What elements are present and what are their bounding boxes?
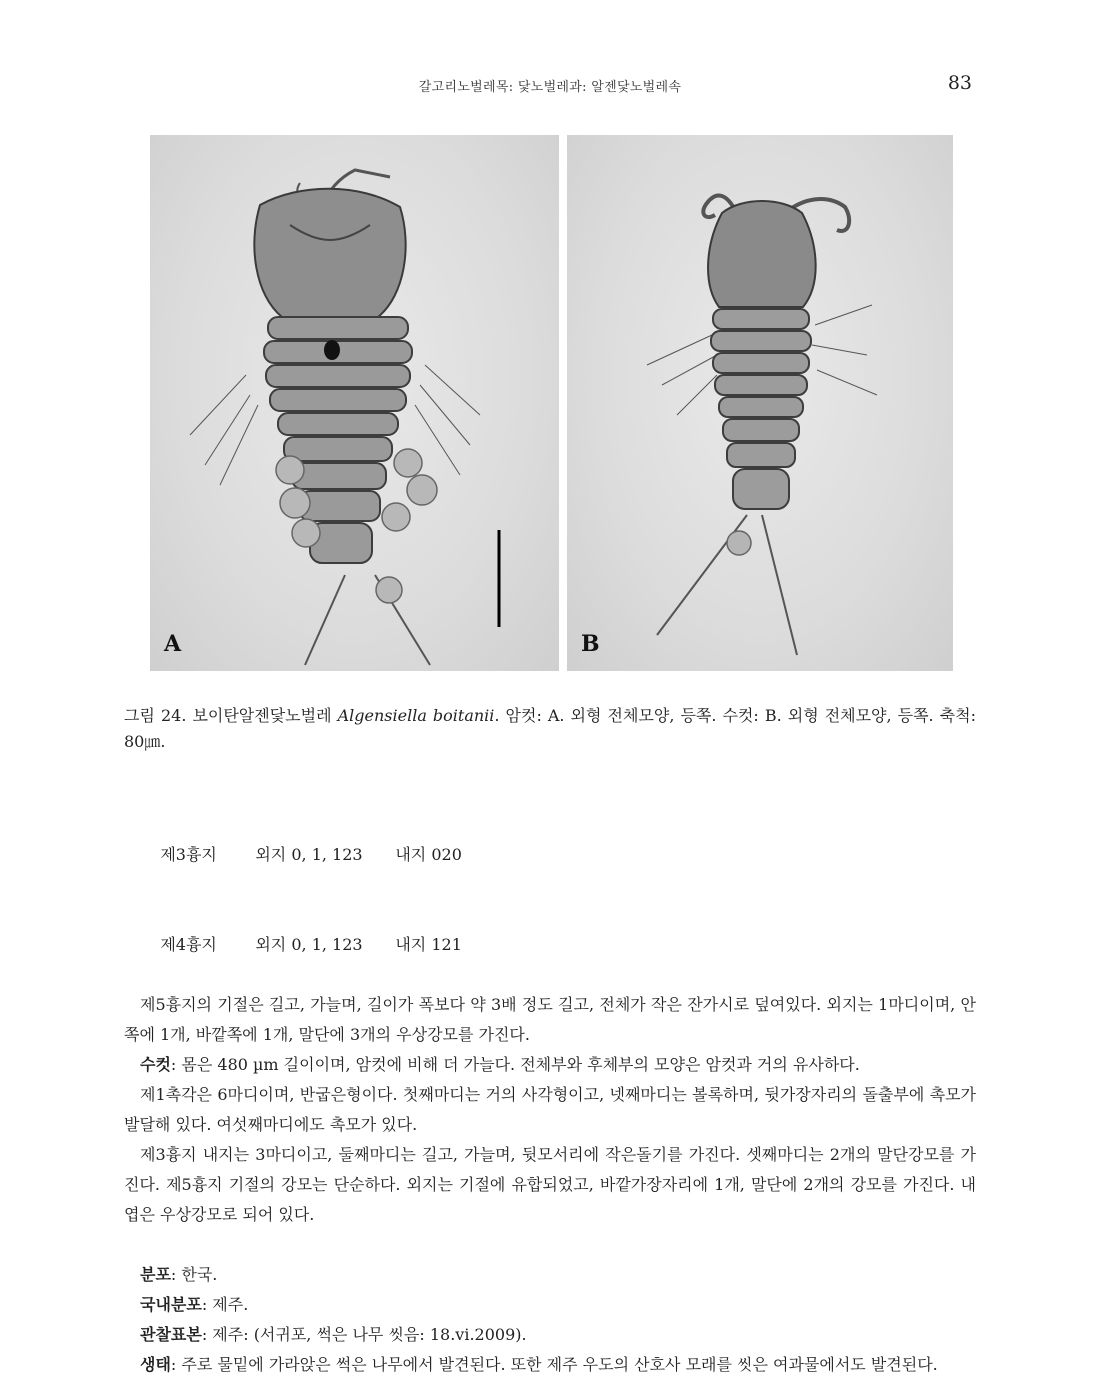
paragraph-male <box>124 1050 976 1080</box>
distribution-text: : 한국. <box>170 1265 218 1284</box>
formula-exopod: 외지 0, 1, 123 <box>255 935 363 954</box>
ecology-text: : 주로 물밑에 가라앉은 썩은 나무에서 발견된다. 또한 제주 우도의 산호사 모래를 씻은 여과물에서도 발견된다. <box>170 1355 938 1374</box>
page-number: 83 <box>947 72 972 94</box>
paragraph-leg5: 제5흉지의 기절은 길고, 가늘며, 길이가 폭보다 약 3배 정도 길고, 전체가 작은 잔가시로 덮여있다. 외지는 1마디이며, 안쪽에 1개, 바깥쪽에 1개, 말단에 3개의 우상강모를 가진다. <box>124 995 976 1044</box>
caption-species-name: Algensiella boitanii <box>337 706 495 725</box>
formula-endopod: 내지 121 <box>395 935 462 954</box>
ecology <box>124 1350 976 1380</box>
formula-row <box>124 900 976 990</box>
male-text: : 몸은 480 µm 길이이며, 암컷에 비해 더 가늘다. 전체부와 후체부의 모양은 암컷과 거의 유사하다. <box>170 1055 860 1074</box>
panel-label-b: B <box>581 631 600 657</box>
figure-panel-b <box>567 135 953 671</box>
specimens-examined <box>124 1320 976 1350</box>
domestic-label: 국내분포 <box>140 1295 202 1314</box>
running-head: 갈고리노벌레목: 닻노벌레과: 알젠닻노벌레속 <box>418 80 682 95</box>
figure-caption <box>124 703 976 755</box>
formula-segment: 제3흉지 <box>160 845 217 864</box>
panel-label-a: A <box>164 631 182 657</box>
spacer <box>124 1230 976 1260</box>
figure-panel-a <box>150 135 559 671</box>
distribution <box>124 1260 976 1290</box>
formula-endopod: 내지 020 <box>395 845 462 864</box>
paragraph-antenna: 제1촉각은 6마디이며, 반굽은형이다. 첫째마디는 거의 사각형이고, 넷째마디는 볼록하며, 뒷가장자리의 돌출부에 촉모가 발달해 있다. 여섯째마디에도 촉모가 있다. <box>124 1085 976 1134</box>
domestic-distribution <box>124 1290 976 1320</box>
domestic-text: : 제주. <box>201 1295 249 1314</box>
specimen-label: 관찰표본 <box>140 1325 202 1344</box>
distribution-label: 분포 <box>140 1265 171 1284</box>
ecology-label: 생태 <box>140 1355 171 1374</box>
male-specimen-image <box>567 135 953 671</box>
male-label: 수컷 <box>140 1055 171 1074</box>
caption-suffix: . 암컷: A. 외형 전체모양, 등쪽. 수컷: B. 외형 전체모양, 등쪽. 축척: 80㎛. <box>124 706 976 751</box>
paragraph-legs: 제3흉지 내지는 3마디이고, 둘째마디는 길고, 가늘며, 뒷모서리에 작은돌기를 가진다. 셋째마디는 2개의 말단강모를 가진다. 제5흉지 기절의 강모는 단순하다. 외지는 기절에 유합되었고, 바깥가장자리에 1개, 말단에 2개의 강모를 가진다. 내엽은 우상강모로 되어 있다. <box>124 1145 976 1224</box>
caption-prefix: 그림 24. 보이탄알젠닻노벌레 <box>124 706 338 725</box>
formula-exopod: 외지 0, 1, 123 <box>255 845 363 864</box>
specimen-text: : 제주: (서귀포, 썩은 나무 씻음: 18.vi.2009). <box>201 1325 527 1344</box>
female-specimen-image <box>150 135 559 671</box>
formula-row <box>124 810 976 900</box>
body-text <box>124 810 976 1380</box>
formula-segment: 제4흉지 <box>160 935 217 954</box>
